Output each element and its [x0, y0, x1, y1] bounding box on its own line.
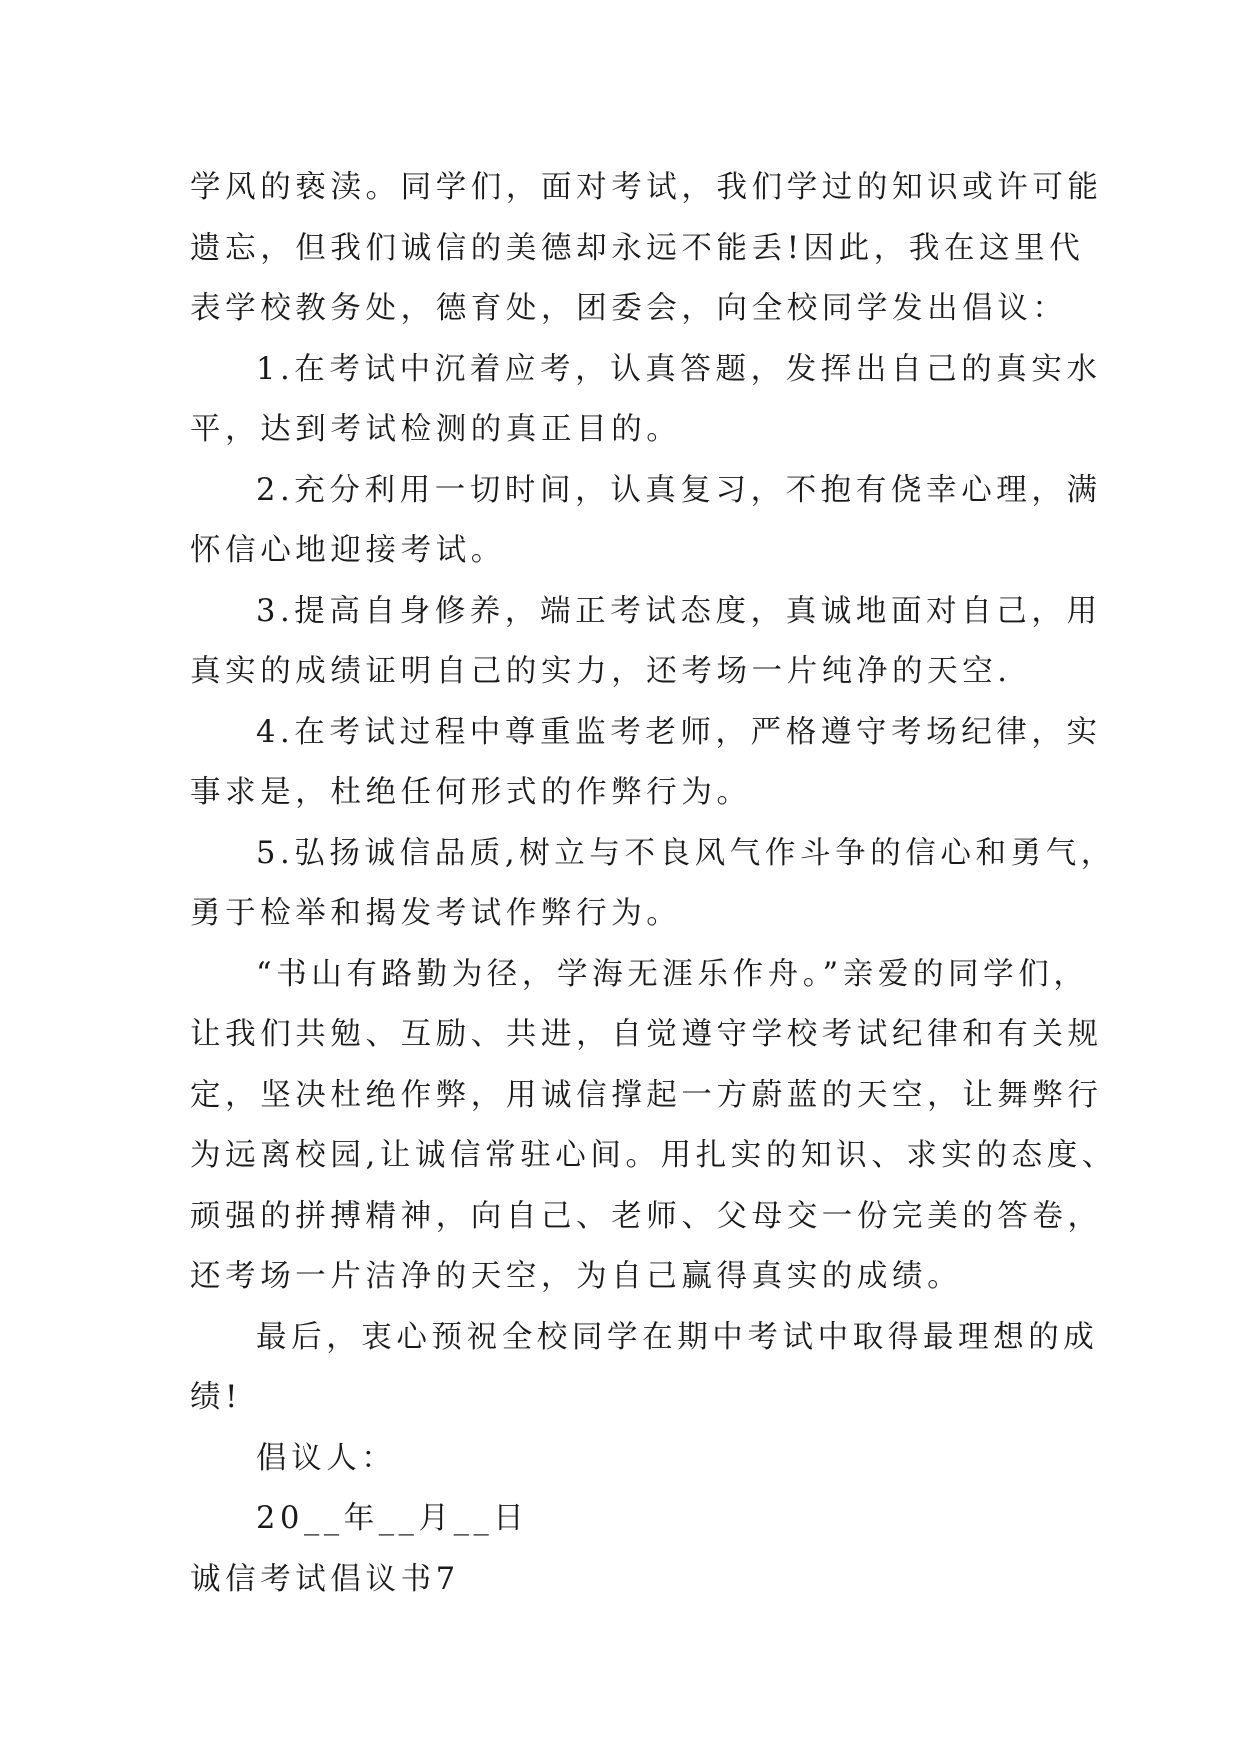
- proposal-item-4-cont: 事求是，杜绝任何形式的作弊行为。: [190, 775, 752, 810]
- closing-paragraph-line-3: 定，坚决杜绝作弊，用诚信撑起一方蔚蓝的天空，让舞弊行: [190, 1077, 1103, 1113]
- closing-paragraph-line-6: 还考场一片洁净的天空，为自己赢得真实的成绩。: [190, 1259, 963, 1294]
- proposal-item-5: 5.弘扬诚信品质,树立与不良风气作斗争的信心和勇气，: [256, 835, 1116, 871]
- body-line-3: 表学校教务处，德育处，团委会，向全校同学发出倡议：: [190, 291, 1068, 326]
- closing-paragraph-line-4: 为远离校园,让诚信常驻心间。用扎实的知识、求实的态度、: [190, 1138, 1117, 1173]
- date-line: 20__年__月__日: [256, 1501, 529, 1536]
- proposal-item-1: 1.在考试中沉着应考，认真答题，发挥出自己的真实水: [256, 351, 1102, 387]
- document-body: [190, 158, 1117, 1610]
- proposal-item-2: 2.充分利用一切时间，认真复习，不抱有侥幸心理，满: [256, 472, 1102, 508]
- body-line-1: 学风的亵渎。同学们，面对考试，我们学过的知识或许可能: [190, 170, 1103, 205]
- proposal-item-4: 4.在考试过程中尊重监考老师，严格遵守考场纪律，实: [256, 714, 1102, 750]
- body-line-2: 遗忘，但我们诚信的美德却永远不能丢!因此，我在这里代: [190, 230, 1085, 266]
- signature-label: 倡议人：: [256, 1440, 397, 1476]
- wishes-line-1: 最后，衷心预祝全校同学在期中考试中取得最理想的成: [256, 1319, 1099, 1355]
- next-section-title: 诚信考试倡议书7: [190, 1561, 460, 1597]
- proposal-item-2-cont: 怀信心地迎接考试。: [190, 533, 506, 568]
- proposal-item-3-cont: 真实的成绩证明自己的实力，还考场一片纯净的天空.: [190, 654, 1012, 689]
- proposal-item-1-cont: 平，达到考试检测的真正目的。: [190, 412, 682, 447]
- closing-paragraph-line-5: 顽强的拼搏精神，向自己、老师、父母交一份完美的答卷，: [190, 1198, 1103, 1234]
- proposal-item-3: 3.提高自身修养，端正考试态度，真诚地面对自己，用: [256, 593, 1102, 629]
- closing-paragraph-line-1: “书山有路勤为径，学海无涯乐作舟。”亲爱的同学们，: [256, 956, 1089, 992]
- proposal-item-5-cont: 勇于检举和揭发考试作弊行为。: [190, 896, 682, 931]
- closing-paragraph-line-2: 让我们共勉、互励、共进，自觉遵守学校考试纪律和有关规: [190, 1017, 1103, 1052]
- wishes-line-2: 绩!: [190, 1380, 242, 1415]
